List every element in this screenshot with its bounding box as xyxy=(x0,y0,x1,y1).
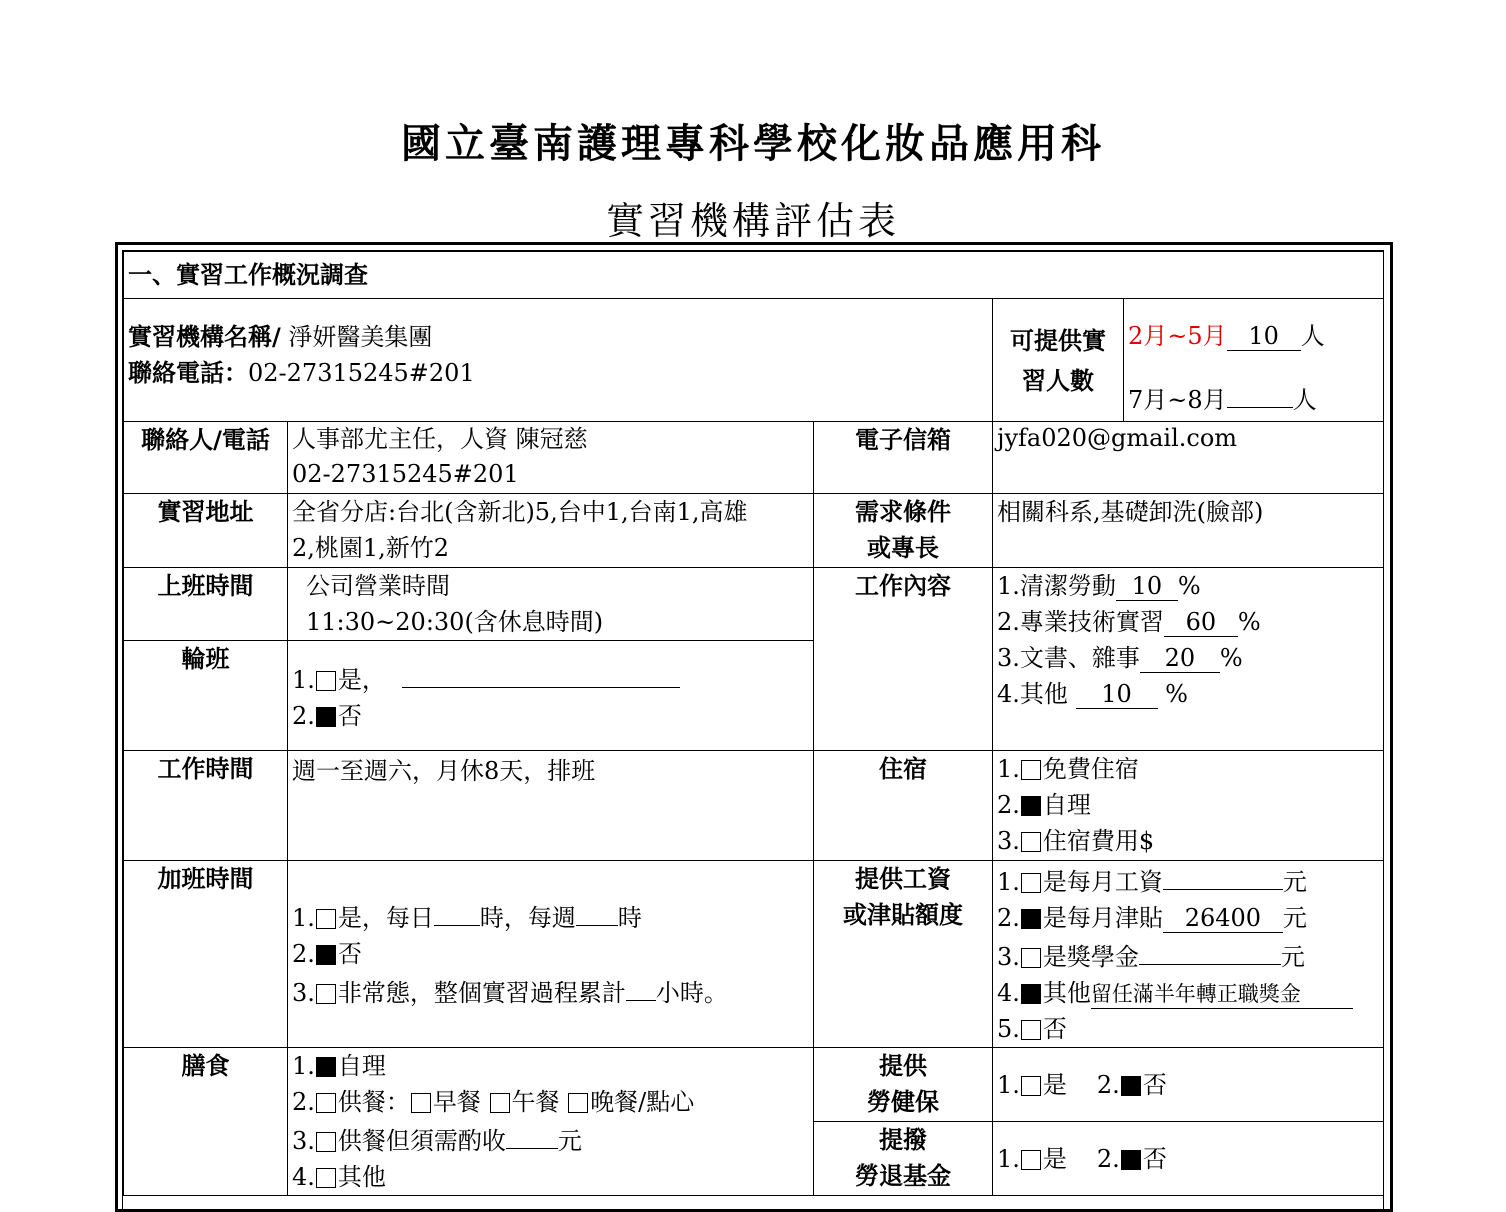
meals-options-cell: 1. 自理 2. 供餐： 早餐 午餐 晚餐/點心 3. 供餐但須需酌收 元 4. 其他 xyxy=(288,1048,814,1196)
meals-provided-checkbox[interactable] xyxy=(316,1093,336,1113)
shift-yes-checkbox[interactable] xyxy=(316,671,336,691)
org-info-cell xyxy=(124,299,993,422)
contact-label: 聯絡人/電話 xyxy=(124,422,288,494)
job-content-label: 工作內容 xyxy=(814,568,993,751)
salary-wage-checkbox[interactable] xyxy=(1021,873,1041,893)
document-subtitle: 實習機構評估表 xyxy=(605,199,900,243)
shift-value-cell: 1. 是， 2. 否 xyxy=(288,641,814,751)
pension-no-checkbox[interactable] xyxy=(1121,1150,1141,1170)
overtime-options-cell: 1. 是，每日 時，每週 時 2. 否 3. 非常態，整個實習過程累計 小時。 xyxy=(288,861,814,1048)
capacity-count2 xyxy=(1227,379,1293,408)
work-hours-value-cell xyxy=(288,568,814,641)
meals-label: 膳食 xyxy=(124,1048,288,1196)
salary-label-cell xyxy=(814,861,993,1048)
shift-label: 輪班 xyxy=(124,641,288,751)
job-content-cell xyxy=(993,568,1384,751)
job-content-item: 4.其他 10 % xyxy=(997,680,1188,708)
lodging-fee-checkbox[interactable] xyxy=(1021,832,1041,852)
work-hours-label: 上班時間 xyxy=(124,568,288,641)
capacity-label-cell xyxy=(993,299,1124,422)
salary-allowance-value: 26400 xyxy=(1163,904,1283,933)
labor-insurance-options-cell: 1. 是 2. 否 xyxy=(993,1048,1384,1122)
lodging-label: 住宿 xyxy=(814,751,993,861)
org-name-value: 淨妍醫美集團 xyxy=(280,323,433,351)
capacity-count1: 10 xyxy=(1227,322,1301,351)
address-label: 實習地址 xyxy=(124,494,288,568)
overtime-no-checkbox[interactable] xyxy=(316,945,336,965)
salary-options-cell: 1. 是每月工資 元 2. 是每月津貼 26400 元 3. 是獎學金 元 4. 其他留任滿半年轉正職獎金 5. 否 xyxy=(993,861,1384,1048)
salary-label-line2: 或津貼額度 xyxy=(843,901,963,929)
shift-yes-blank xyxy=(402,659,680,688)
contact-value-cell xyxy=(288,422,814,494)
capacity-period2: 7月~8月 xyxy=(1128,386,1227,414)
work-time-value: 週一至週六，月休8天，排班 xyxy=(288,751,814,861)
overtime-irregular-checkbox[interactable] xyxy=(316,984,336,1004)
salary-scholarship-checkbox[interactable] xyxy=(1021,948,1041,968)
labor-insurance-label-cell: 提供 勞健保 xyxy=(814,1048,993,1122)
labor-insurance-no-checkbox[interactable] xyxy=(1121,1076,1141,1096)
salary-allowance-checkbox[interactable] xyxy=(1021,909,1041,929)
pension-options-cell: 1. 是 2. 否 xyxy=(993,1122,1384,1196)
work-hours-line2: 11:30~20:30(含休息時間) xyxy=(306,608,604,636)
work-time-label: 工作時間 xyxy=(124,751,288,861)
meals-self-checkbox[interactable] xyxy=(316,1057,336,1077)
capacity-value-cell xyxy=(1124,299,1384,422)
org-phone-label: 聯絡電話： xyxy=(128,359,248,387)
shift-no-checkbox[interactable] xyxy=(316,707,336,727)
lodging-self-checkbox[interactable] xyxy=(1021,796,1041,816)
org-phone-value: 02-27315245#201 xyxy=(248,359,475,387)
org-name-label: 實習機構名稱/ xyxy=(128,323,281,351)
requirements-value: 相關科系,基礎卸洗(臉部) xyxy=(993,494,1384,568)
capacity-unit2: 人 xyxy=(1292,386,1317,414)
meals-fee-checkbox[interactable] xyxy=(316,1132,336,1152)
labor-insurance-yes-checkbox[interactable] xyxy=(1021,1076,1041,1096)
evaluation-table xyxy=(123,251,1384,1196)
contact-line1: 人事部尤主任，人資 陳冠慈 xyxy=(292,425,588,453)
job-content-item: 3.文書、雜事 20 % xyxy=(997,644,1243,672)
capacity-period1: 2月~5月 xyxy=(1128,322,1227,350)
job-content-item: 1.清潔勞動 10 % xyxy=(997,572,1201,600)
email-value: jyfa020@gmail.com xyxy=(993,422,1384,494)
address-line1: 全省分店:台北(含新北)5,台中1,台南1,高雄 xyxy=(292,498,748,526)
pension-yes-checkbox[interactable] xyxy=(1021,1150,1041,1170)
address-line2: 2,桃園1,新竹2 xyxy=(292,534,450,562)
overtime-label: 加班時間 xyxy=(124,861,288,1048)
job-content-item: 2.專業技術實習 60 % xyxy=(997,608,1261,636)
requirements-label-cell xyxy=(814,494,993,568)
document-title: 國立臺南護理專科學校化妝品應用科 xyxy=(401,120,1105,167)
salary-label-line1: 提供工資 xyxy=(855,865,951,893)
pension-label-cell: 提撥 勞退基金 xyxy=(814,1122,993,1196)
contact-line2: 02-27315245#201 xyxy=(292,460,519,488)
address-value-cell xyxy=(288,494,814,568)
capacity-label-line2: 習人數 xyxy=(1022,367,1094,395)
overtime-yes-checkbox[interactable] xyxy=(316,909,336,929)
salary-none-checkbox[interactable] xyxy=(1021,1020,1041,1040)
requirements-label-line2: 或專長 xyxy=(867,534,939,562)
lodging-free-checkbox[interactable] xyxy=(1021,760,1041,780)
lodging-options-cell: 1. 免費住宿 2. 自理 3. 住宿費用$ xyxy=(993,751,1384,861)
meals-breakfast-checkbox[interactable] xyxy=(411,1093,431,1113)
meals-other-checkbox[interactable] xyxy=(316,1168,336,1188)
email-label: 電子信箱 xyxy=(814,422,993,494)
salary-other-checkbox[interactable] xyxy=(1021,984,1041,1004)
meals-lunch-checkbox[interactable] xyxy=(490,1093,510,1113)
capacity-unit1: 人 xyxy=(1300,322,1325,350)
requirements-label-line1: 需求條件 xyxy=(855,498,951,526)
section-heading: 一、實習工作概況調查 xyxy=(124,252,1384,299)
capacity-label-line1: 可提供實 xyxy=(1010,327,1106,355)
meals-dinner-checkbox[interactable] xyxy=(568,1093,588,1113)
salary-other-value: 留任滿半年轉正職獎金 xyxy=(1091,980,1353,1009)
work-hours-line1: 公司營業時間 xyxy=(306,572,450,600)
